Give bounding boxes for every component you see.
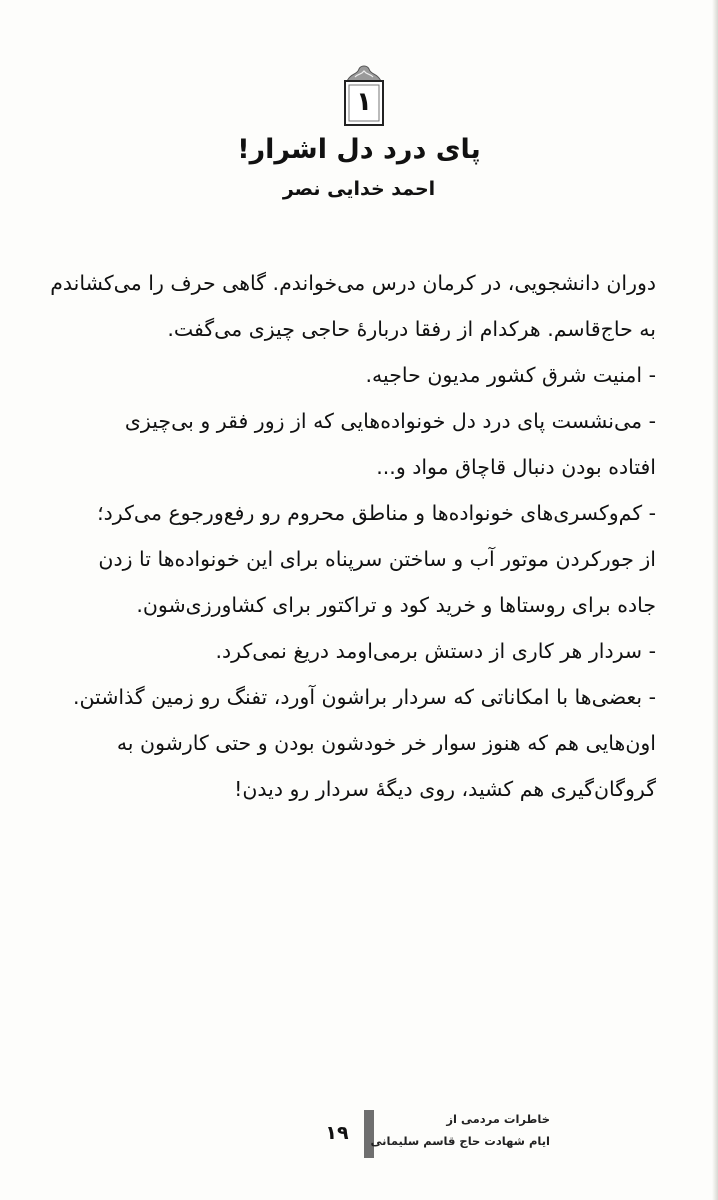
body-line: - امنیت شرق کشور مدیون حاجیه. bbox=[365, 363, 656, 387]
body-line: به حاج‌قاسم. هرکدام از رفقا دربارهٔ حاجی چیزی می‌گفت. bbox=[167, 317, 656, 341]
body-line: اون‌هایی هم که هنوز سوار خر خودشون بودن و حتی کارشون به bbox=[116, 731, 656, 755]
chapter-author: احمد خدایی نصر bbox=[282, 178, 436, 200]
chapter-badge bbox=[341, 63, 387, 127]
footer-book-title-line2: ایام شهادت حاج قاسم سلیمانی bbox=[370, 1134, 550, 1148]
body-text bbox=[50, 260, 656, 812]
page-footer bbox=[320, 1106, 550, 1162]
chapter-title: پای درد دل اشرار! bbox=[237, 134, 481, 165]
body-line: از جورکردن موتور آب و ساختن سرپناه برای این خونواده‌ها تا زدن bbox=[98, 547, 656, 571]
body-line: گروگان‌گیری هم کشید، روی دیگهٔ سردار رو دیدن! bbox=[234, 777, 656, 801]
body-line: جاده برای روستاها و خرید کود و تراکتور برای کشاورزی‌شون. bbox=[136, 593, 656, 617]
body-line: - می‌نشست پای درد دل خونواده‌هایی که از زور فقر و بی‌چیزی bbox=[124, 409, 656, 433]
footer-book-title bbox=[370, 1108, 550, 1152]
body-line: - بعضی‌ها با امکاناتی که سردار براشون آورد، تفنگ رو زمین گذاشتن. bbox=[72, 685, 656, 709]
page-number: ۱۹ bbox=[325, 1122, 349, 1144]
body-line: - سردار هر کاری از دستش برمی‌اومد دریغ نمی‌کرد. bbox=[215, 639, 656, 663]
body-line: افتاده بودن دنبال قاچاق مواد و... bbox=[376, 455, 656, 479]
footer-book-title-line1: خاطرات مردمی از bbox=[446, 1112, 550, 1126]
body-line: دوران دانشجویی، در کرمان درس می‌خواندم. گاهی حرف را می‌کشاندم bbox=[50, 271, 656, 295]
chapter-number: ۱ bbox=[356, 87, 372, 117]
body-line: - کم‌وکسری‌های خونواده‌ها و مناطق محروم رو رفع‌ورجوع می‌کرد؛ bbox=[97, 501, 656, 525]
